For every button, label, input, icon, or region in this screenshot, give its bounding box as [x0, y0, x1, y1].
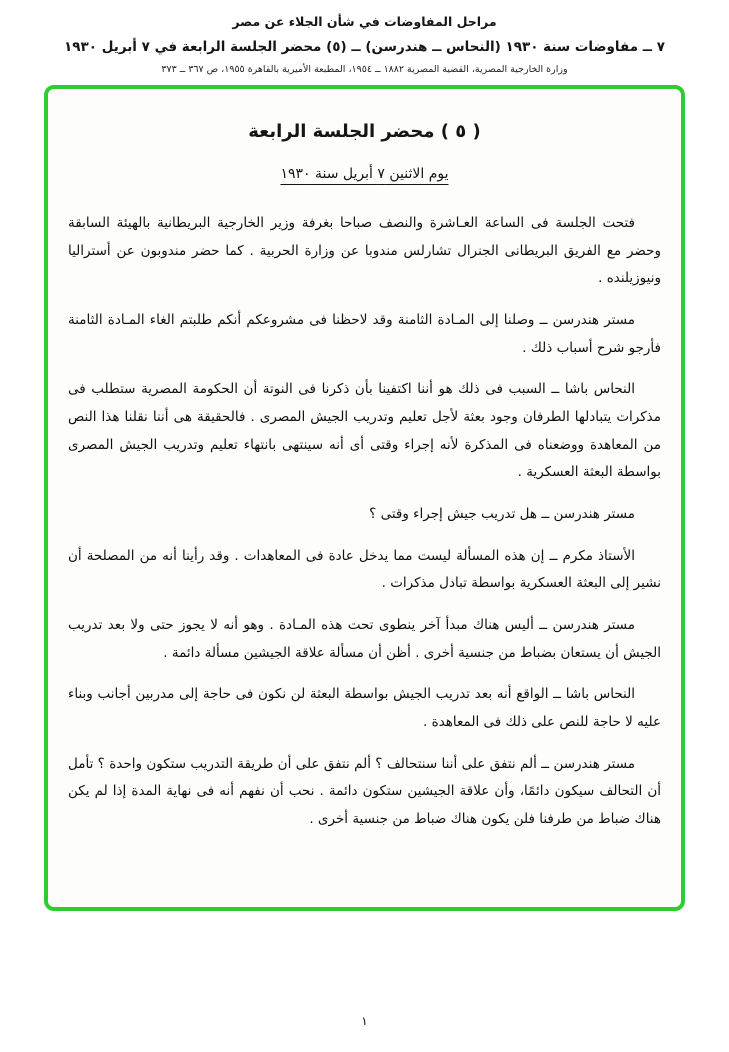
paragraph-nahhas-1: النحاس باشا ــ السبب فى ذلك هو أننا اكتفينا بأن ذكرنا فى النوتة أن الحكومة المصرية ستطلب فى مذكرات يتبادلها الطرفان وجود بعثة لأجل تعليم وتدريب الجيش المصرى . فالحقيقة هى أننا نقلنا هذا النص من المعاهدة ووضعناه فى المذكرة لأنه إجراء وقتى أى أنه سينتهى بانتهاء تعليم وتدريب الجيش المصرى بواسطة البعثة العسكرية . [68, 381, 661, 481]
paragraph-nahhas-2: النحاس باشا ــ الواقع أنه بعد تدريب الجيش بواسطة البعثة لن نكون فى حاجة إلى مدربين أجانب وبناء عليه لا حاجة للنص على ذلك فى المعاهدة . [68, 686, 661, 731]
paragraph-makram: الأستاذ مكرم ــ إن هذه المسألة ليست مما يدخل عادة فى المعاهدات . وقد رأينا أنه من المصلحة أن نشير إلى البعثة العسكرية بواسطة تبادل مذكرات . [68, 547, 661, 592]
session-minutes-body [64, 210, 665, 834]
paragraph-opening: فتحت الجلسة فى الساعة العـاشرة والنصف صباحا بغرفة وزير الخارجية البريطانية بالهيئة السابقة وحضر مع الفريق البريطانى الجنرال تشارلس مندوبا عن وزارة الحربية . كما حضر مندوبون عن أستراليا ونيوزيلنده . [68, 215, 661, 287]
document-scan-frame [44, 85, 685, 911]
header [0, 14, 729, 75]
session-title: ( ٥ ) محضر الجلسة الرابعة [248, 121, 481, 142]
header-source-citation: وزارة الخارجية المصرية، القضية المصرية ١٨٨٢ ــ ١٩٥٤، المطبعة الأميرية بالقاهرة ١٩٥٥، ص ٣٦٧ ــ ٣٧٣ [161, 64, 568, 75]
header-title: مراحل المفاوضات في شأن الجلاء عن مصر [232, 14, 497, 29]
paragraph-henderson-1: مستر هندرسن ــ وصلنا إلى المـادة الثامنة وقد لاحظنا فى مشروعكم أنكم طلبتم الغاء المـادة الثامنة فأرجو شرح أسباب ذلك . [68, 312, 661, 356]
paragraph-henderson-3: مستر هندرسن ــ أليس هناك مبدأ آخر ينطوى تحت هذه المـادة . وهو أنه لا يجوز حتى ولا بعد تدريب الجيش أن يستعان بضباط من جنسية أخرى . أظن أن مسألة علاقة الجيشين مسألة دائمة . [68, 617, 661, 661]
page-number: ١ [361, 1014, 368, 1028]
paragraph-henderson-4: مستر هندرسن ــ ألم نتفق على أننا سنتحالف ؟ ألم نتفق على أن طريقة التدريب ستكون واحدة ؟ تأمل أن التحالف سيكون دائمًا، وأن علاقة الجيشين ستكون دائمة . نحب أن نفهم أنه فى نهاية المدة إذا لم يكن هناك ضباط من طرفنا فلن يكون هناك ضباط من جنسية أخرى . [68, 755, 661, 828]
footer [0, 1014, 729, 1028]
header-subtitle: ٧ ــ مفاوضات سنة ١٩٣٠ (النحاس ــ هندرسن) ــ (٥) محضر الجلسة الرابعة في ٧ أبريل ١٩٣٠ [64, 39, 665, 55]
paragraph-henderson-2: مستر هندرسن ــ هل تدريب جيش إجراء وقتى ؟ [369, 506, 635, 523]
session-date: يوم الاثنين ٧ أبريل سنة ١٩٣٠ [280, 166, 449, 182]
